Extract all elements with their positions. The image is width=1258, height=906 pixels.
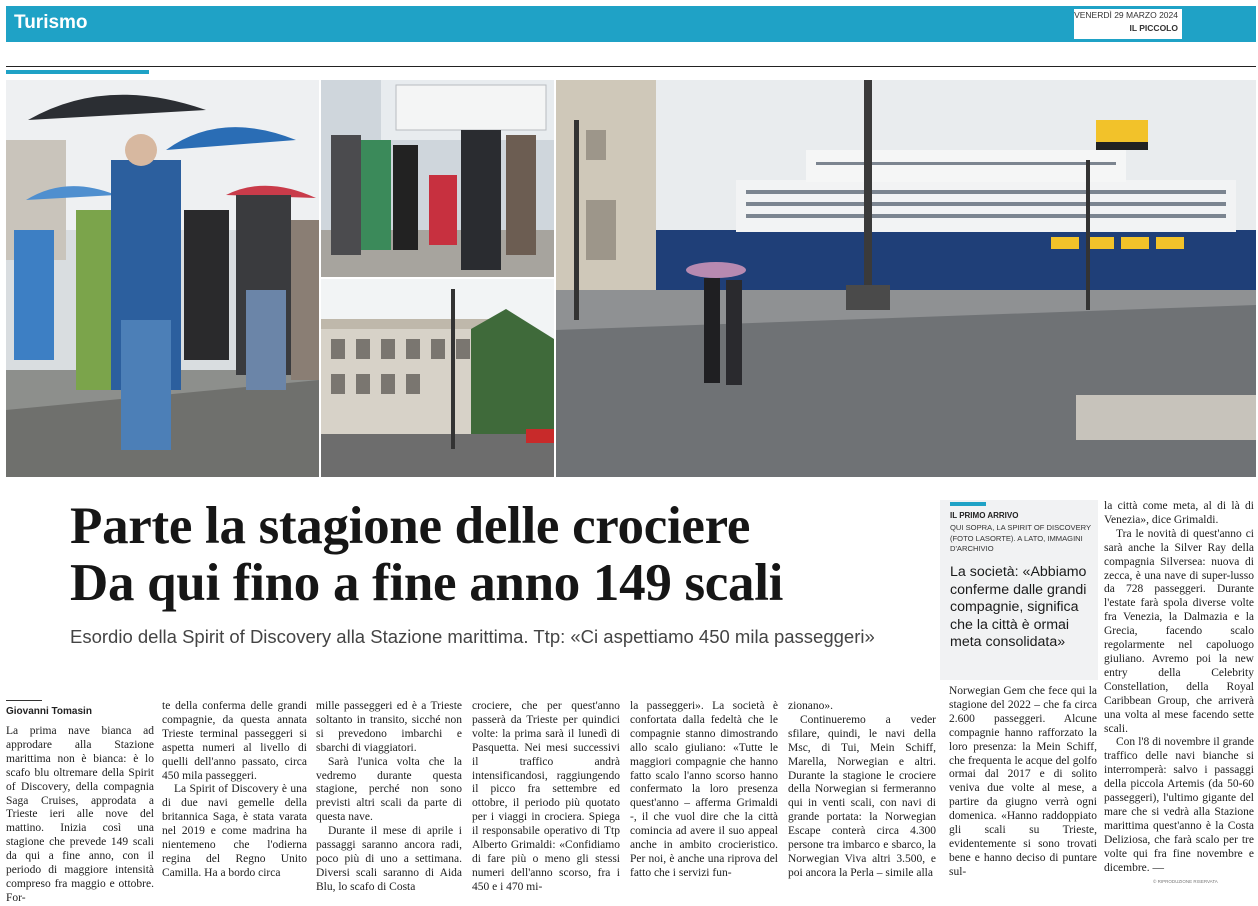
pull-quote: La società: «Abbiamo conferme dalle grandi compagnie, significa che la città è ormai meta consolidata» bbox=[950, 564, 1087, 651]
sidebar-label: IL PRIMO ARRIVO bbox=[950, 511, 1019, 520]
byline-author: Giovanni Tomasin bbox=[6, 706, 92, 717]
body-column-2 bbox=[162, 700, 307, 881]
photo-caption: QUI SOPRA, LA SPIRIT OF DISCOVERY (FOTO LASORTE). A LATO, IMMAGINI D'ARCHIVIO bbox=[950, 523, 1091, 553]
paragraph: Norwegian Gem che fece qui la stagione del 2022 – che fa circa 2.600 passeggeri. Alcune compagnie hanno rafforzato la loro presenza: la Mein Schiff, che frequenta le acque del golfo ormai dal 2017 e di solito veniva due volte al mese, a partire da giugno verrà ogni domenica. «Hanno raddoppiato gli scali su Trieste, evidentemente si sono trovati bene e hanno deciso di puntare sul- bbox=[949, 685, 1097, 878]
section-header-bar bbox=[6, 6, 1256, 42]
body-column-5 bbox=[630, 700, 778, 881]
headline bbox=[70, 498, 930, 612]
body-column-1 bbox=[6, 725, 154, 906]
body-column-4 bbox=[472, 700, 620, 895]
body-column-3 bbox=[316, 700, 462, 895]
date-box bbox=[1074, 9, 1182, 39]
paragraph: Tra le novità di quest'anno ci sarà anche la Silver Ray della compagnia Silversea: nuova di zecca, è una nave di super-lusso da 728 passeggeri. Durante l'estate farà spola diverse volte fra Venezia, la Dalmazia e la Grecia, facendo scalo regolarmente nel capoluogo giuliano. Avremo poi la new entry della Celebrity Constellation, della Royal Caribbean Group, che arriverà una volta al mese facendo sette scali. bbox=[1104, 527, 1254, 735]
paragraph: Durante il mese di aprile i passaggi saranno ancora radi, poco più di uno a settimana. Diversi scali saranno di Aida Blu, lo scafo di Costa bbox=[316, 825, 462, 893]
accent-bar bbox=[6, 70, 149, 74]
photo-stazione-marittima bbox=[321, 279, 554, 477]
paragraph: mille passeggeri ed è a Trieste soltanto in transito, sicché non si prevedono imbarchi e sbarchi di viaggiatori. bbox=[316, 700, 462, 754]
paragraph: La prima nave bianca ad approdare alla Stazione marittima non è bianca: è lo scafo blu oltremare della Spirit of Discovery, della compagnia Saga Cruises, approdata a Trieste ieri alle nove del mattino. Inizia così una stagione che prevede 149 scali da qui a fine anno, con il periodo di maggiore intensità compreso fra maggio e ottobre. For- bbox=[6, 725, 154, 904]
rights-notice: © RIPRODUZIONE RISERVATA bbox=[1153, 879, 1218, 884]
paragraph: la passeggeri». La società è confortata dalla fedeltà che le compagnie stanno dimostrando allo scalo giuliano: «Tutte le maggiori compagnie che hanno fatto scalo l'anno scorso hanno confermato la loro presenza quest'anno – afferma Grimaldi -, il che vuol dire che la città comincia ad avere il suo appeal anche in ambito crocieristico. Per noi, è anche una riprova del fatto che i servizi fun- bbox=[630, 700, 778, 879]
issue-date: VENERDÌ 29 MARZO 2024 bbox=[1074, 10, 1178, 20]
paragraph: crociere, che per quest'anno passerà da Trieste per quindici volte: la prima sarà il lunedì di Pasquetta. Nei mesi successivi il traffico andrà intensificandosi, raggiungendo il picco fra settembre ed ottobre, il periodo più quotato per i viaggi in crociera. Spiega il responsabile operativo di Ttp Alberto Grimaldi: «Confidiamo di fare più o meno gli stessi numeri dell'anno scorso, fra i 450 e i 470 mi- bbox=[472, 700, 620, 893]
byline-rule bbox=[6, 700, 42, 701]
headline-line-2: Da qui fino a fine anno 149 scali bbox=[70, 554, 784, 612]
headline-line-1: Parte la stagione delle crociere bbox=[70, 497, 751, 555]
photo-passengers-umbrellas bbox=[6, 80, 319, 477]
paragraph: zionano». bbox=[788, 700, 834, 712]
subheadline: Esordio della Spirit of Discovery alla Stazione marittima. Ttp: «Ci aspettiamo 450 mila passeggeri» bbox=[70, 626, 875, 647]
newspaper-name: IL PICCOLO bbox=[1129, 23, 1178, 33]
paragraph: La Spirit of Discovery è una di due navi gemelle della britannica Saga, è stata varata nel 2019 e come madrina ha nientemeno che l'odierna regina del Regno Unito Camilla. Ha a bordo circa bbox=[162, 783, 307, 879]
sidebar-accent bbox=[950, 502, 986, 506]
header-rule bbox=[6, 66, 1256, 67]
paragraph: Sarà l'unica volta che la vedremo durante questa stagione, perché non sono previsti altri scali da parte di questa nave. bbox=[316, 755, 462, 824]
paragraph: Con l'8 di novembre il grande traffico delle navi bianche si interromperà: salvo i passaggi della piccola Artemis (da 50-60 passeggeri), l'ultimo gigante del mare che si vedrà alla Stazione marittima quest'anno è la Costa Deliziosa, che farà scalo per tre volte qui fra fine novembre e dicembre. — bbox=[1104, 736, 1254, 874]
section-title: Turismo bbox=[14, 12, 88, 33]
body-column-8 bbox=[1104, 500, 1254, 875]
photo-passengers-luggage bbox=[321, 80, 554, 277]
paragraph: Continueremo a veder sfilare, quindi, le navi della Msc, di Tui, Mein Schiff, Marella, Norwegian e altri. Durante la stagione le crociere della Norwegian si fermeranno qui in venti scali, con navi di grande portata: la Norwegian Escape conterà circa 4.300 persone tra imbarco e sbarco, la Norwegian Viva altri 3.500, e poi ancora la Perla – simile alla bbox=[788, 713, 936, 879]
paragraph: la città come meta, al di là di Venezia», dice Grimaldi. bbox=[1104, 500, 1254, 526]
paragraph: te della conferma delle grandi compagnie, da questa annata Trieste terminal passeggeri si aspetta numeri al livello di quelli dell'anno passato, circa 450 mila passeggeri. bbox=[162, 700, 307, 782]
body-column-6 bbox=[788, 700, 936, 881]
body-column-7 bbox=[949, 685, 1097, 880]
photo-piazza-ship bbox=[556, 80, 1256, 477]
